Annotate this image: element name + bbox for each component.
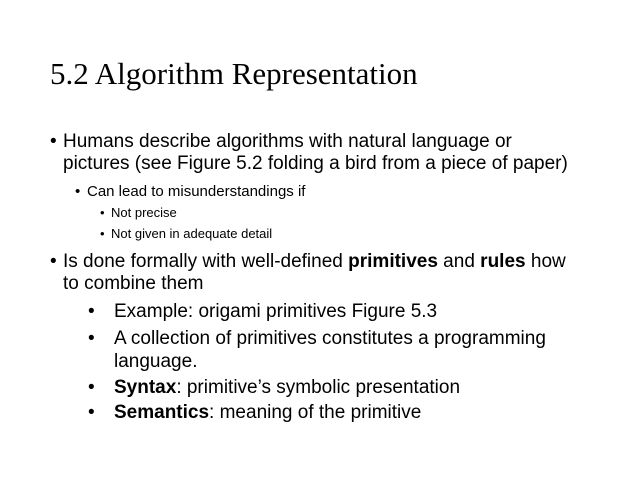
text-run: : meaning of the primitive (209, 402, 422, 423)
bullet-dot: • (50, 131, 57, 152)
bullet-dot: • (50, 251, 57, 272)
bullet-text: Not precise (111, 205, 177, 220)
bullet-text: Example: origami primitives Figure 5.3 (114, 301, 438, 322)
bullet-not-precise (100, 205, 580, 221)
bullet-dot: • (100, 205, 105, 220)
bullet-text: Not given in adequate detail (111, 226, 273, 241)
bold-term-syntax: Syntax (114, 377, 177, 398)
bold-term-semantics: Semantics (114, 402, 210, 423)
bullet-misunderstandings (75, 183, 595, 201)
bullet-text-line: Humans describe algorithms with natural language or (63, 131, 512, 152)
bullet-dot: • (88, 301, 95, 322)
bullet-text-line: A collection of primitives constitutes a programming (114, 328, 546, 349)
bold-term-rules: rules (480, 251, 526, 272)
bullet-semantics (88, 401, 608, 424)
text-run: how (525, 251, 566, 272)
bullet-text-line: pictures (see Figure 5.2 folding a bird from a piece of paper) (63, 153, 568, 174)
bullet-humans-describe (50, 131, 610, 175)
bullet-dot: • (100, 226, 105, 241)
bullet-text (88, 376, 608, 399)
bullet-text-line: language. (114, 351, 198, 372)
bullet-text (88, 401, 608, 424)
bullet-dot: • (75, 183, 81, 200)
bullet-not-adequate-detail (100, 226, 580, 242)
bullet-origami-example (88, 300, 608, 323)
bullet-syntax (88, 376, 608, 399)
bullet-text-line (63, 251, 610, 273)
bullet-text: Can lead to misunderstandings if (87, 183, 306, 200)
bullet-dot: • (88, 402, 95, 423)
text-run: : primitive’s symbolic presentation (176, 377, 461, 398)
bullet-dot: • (88, 377, 95, 398)
text-run: Is done formally with well-defined (63, 251, 349, 272)
bold-term-primitives: primitives (348, 251, 438, 272)
bullet-dot: • (88, 328, 95, 349)
bullet-collection-primitives (88, 327, 608, 373)
bullet-text-line: to combine them (63, 273, 204, 294)
slide-title: 5.2 Algorithm Representation (50, 56, 418, 91)
bullet-done-formally (50, 251, 610, 295)
text-run: and (437, 251, 481, 272)
